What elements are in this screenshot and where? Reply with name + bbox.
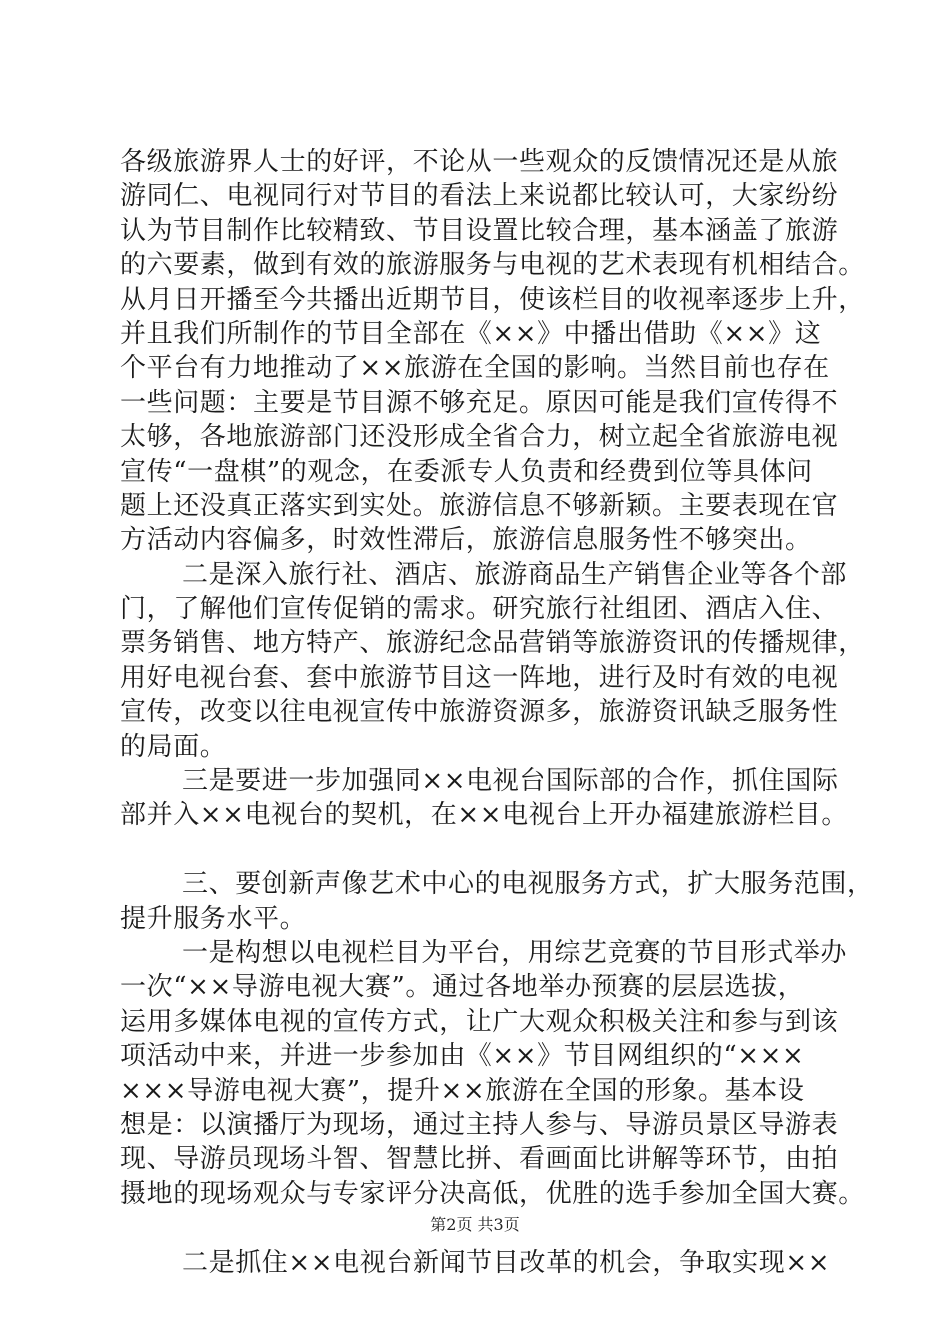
text-line: 用好电视台套、套中旅游节目这一阵地，进行及时有效的电视: [120, 662, 839, 693]
paragraph-first-line: 三是要进一步加强同××电视台国际部的合作，抓住国际: [182, 766, 839, 797]
text-line: 个平台有力地推动了××旅游在全国的影响。当然目前也存在: [120, 353, 830, 384]
text-line: 并且我们所制作的节目全部在《××》中播出借助《××》这: [120, 318, 822, 349]
text-line: 方活动内容偏多，时效性滞后，旅游信息服务性不够突出。: [120, 525, 812, 556]
text-line: 项活动中来，并进一步参加由《××》节目网组织的“×××: [120, 1041, 805, 1072]
text-line: 运用多媒体电视的宣传方式，让广大观众积极关注和参与到该: [120, 1006, 839, 1037]
paragraph-first-line: 二是深入旅行社、酒店、旅游商品生产销售企业等各个部: [182, 559, 848, 590]
text-line: 的局面。: [120, 731, 227, 762]
text-line: 游同仁、电视同行对节目的看法上来说都比较认可，大家纷纷: [120, 181, 839, 212]
text-line: 认为节目制作比较精致、节目设置比较合理，基本涵盖了旅游: [120, 215, 839, 246]
text-line: 太够，各地旅游部门还没形成全省合力，树立起全省旅游电视: [120, 422, 839, 453]
section-heading: 三、要创新声像艺术中心的电视服务方式，扩大服务范围，: [182, 869, 874, 900]
text-line: 票务销售、地方特产、旅游纪念品营销等旅游资讯的传播规律，: [120, 628, 865, 659]
text-line: 从月日开播至今共播出近期节目，使该栏目的收视率逐步上升，: [120, 284, 865, 315]
text-line: 提升服务水平。: [120, 903, 307, 934]
text-line: 部并入××电视台的契机，在××电视台上开办福建旅游栏目。: [120, 800, 848, 831]
text-line: 现、导游员现场斗智、智慧比拼、看画面比讲解等环节，由拍: [120, 1144, 839, 1175]
text-line: 想是：以演播厅为现场，通过主持人参与、导游员景区导游表: [120, 1109, 839, 1140]
document-body: [120, 145, 874, 1280]
text-line: 摄地的现场观众与专家评分决高低，优胜的选手参加全国大赛。: [120, 1178, 865, 1209]
page-number-footer: 第2页 共3页: [430, 1215, 520, 1234]
paragraph-first-line: 一是构想以电视栏目为平台，用综艺竞赛的节目形式举办: [182, 937, 848, 968]
text-line: 宣传“一盘棋”的观念，在委派专人负责和经费到位等具体问: [120, 456, 813, 487]
text-line: 宣传，改变以往电视宣传中旅游资源多，旅游资讯缺乏服务性: [120, 697, 839, 728]
text-line: 各级旅游界人士的好评，不论从一些观众的反馈情况还是从旅: [120, 147, 839, 177]
text-line: 一次“××导游电视大赛”。通过各地举办预赛的层层选拔，: [120, 972, 805, 1003]
text-line: 一些问题：主要是节目源不够充足。原因可能是我们宣传得不: [120, 387, 839, 418]
text-line: 的六要素，做到有效的旅游服务与电视的艺术表现有机相结合。: [120, 250, 865, 281]
text-line: ×××导游电视大赛”，提升××旅游在全国的形象。基本设: [120, 1075, 805, 1106]
paragraph-spacer: [120, 833, 850, 867]
text-line: 门，了解他们宣传促销的需求。研究旅行社组团、酒店入住、: [120, 594, 839, 625]
paragraph-first-line: 二是抓住××电视台新闻节目改革的机会，争取实现××: [182, 1247, 831, 1278]
text-line: 题上还没真正落实到实处。旅游信息不够新颖。主要表现在官: [120, 490, 839, 521]
